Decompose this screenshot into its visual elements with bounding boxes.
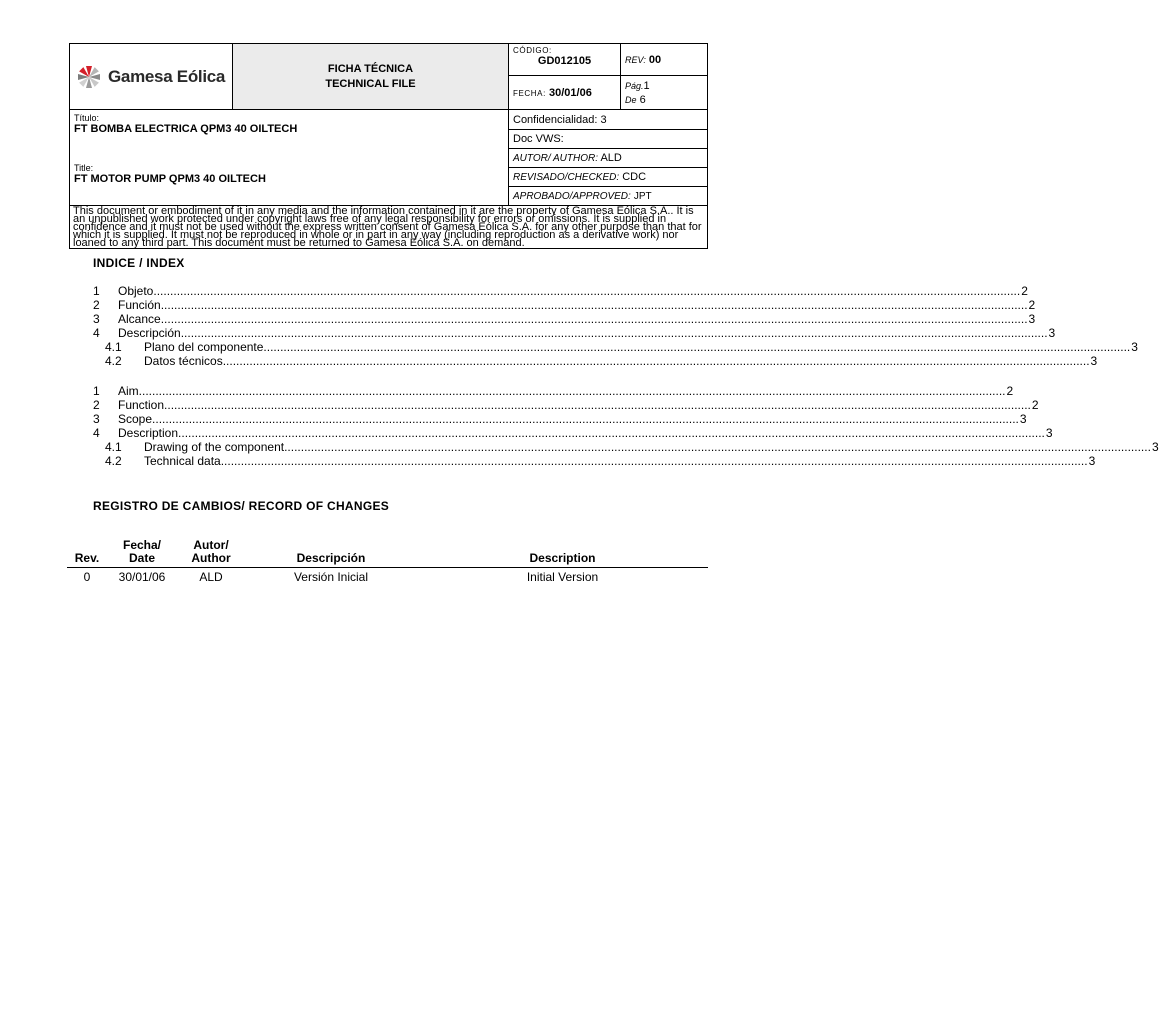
page-value: 1 [643, 79, 650, 92]
toc-entry-page: 3 [1028, 312, 1036, 326]
author-value: ALD [600, 152, 622, 164]
col-date-en: Date [128, 551, 155, 565]
date-value: 30/01/06 [549, 86, 592, 99]
row-date: 30/01/06 [118, 570, 166, 584]
checked-value: CDC [622, 171, 647, 183]
toc-entry-title: Descripción [118, 326, 181, 340]
row-rev: 0 [83, 570, 91, 584]
rev-cell [621, 44, 708, 76]
code-value: GD012105 [537, 55, 592, 67]
col-author-en: Author [191, 551, 231, 565]
author-label: AUTOR/ AUTHOR: [513, 153, 599, 164]
confidentiality-cell [509, 110, 708, 130]
col-desc-en: Description [417, 539, 708, 568]
company-name: Gamesa Eólica [108, 66, 226, 86]
toc-entry-page: 3 [1088, 454, 1096, 468]
toc-entry[interactable] [93, 454, 1096, 468]
toc-entry-page: 3 [1019, 412, 1027, 426]
toc-entry-number: 4.2 [105, 454, 122, 468]
toc-entry-number: 1 [93, 384, 100, 398]
toc-entry-title: Alcance [118, 312, 161, 326]
toc-entry-title: Technical data [144, 454, 221, 468]
doc-vws-cell [509, 130, 708, 149]
toc-entry-page: 2 [1006, 384, 1014, 398]
toc-entry-number: 3 [93, 312, 100, 326]
toc-entry-title: Función [118, 298, 161, 312]
approved-value: JPT [633, 191, 652, 202]
toc-dot-leader: .................................................................................................................................................................................................................................................................... [178, 426, 1045, 440]
title-en-label: Title: [74, 163, 94, 173]
toc-dot-leader: .................................................................................................................................................................................................................................................................... [220, 454, 1088, 468]
toc-entry-number: 1 [93, 284, 100, 298]
toc-entry-number: 3 [93, 412, 100, 426]
rev-label: REV: [625, 54, 646, 65]
toc-entry-title: Description [118, 426, 179, 440]
of-value: 6 [639, 93, 646, 106]
doc-type-en: TECHNICAL FILE [325, 77, 416, 90]
logo-cell [70, 44, 233, 110]
row-desc-en: Initial Version [526, 570, 599, 584]
author-cell [509, 149, 708, 168]
toc-dot-leader: .................................................................................................................................................................................................................................................................... [180, 326, 1048, 340]
toc-dot-leader: .................................................................................................................................................................................................................................................................... [164, 398, 1031, 412]
of-label: De [625, 94, 637, 105]
confidentiality-label: Confidencialidad: [513, 113, 598, 126]
toc-dot-leader: .................................................................................................................................................................................................................................................................... [160, 298, 1028, 312]
toc-entry-page: 2 [1031, 398, 1039, 412]
index-list-english [93, 384, 1159, 468]
checked-cell [509, 168, 708, 187]
toc-entry-title: Drawing of the component [144, 440, 285, 454]
toc-entry-page: 3 [1151, 440, 1159, 454]
date-label: FECHA: [513, 88, 546, 98]
toc-dot-leader: .................................................................................................................................................................................................................................................................... [222, 354, 1090, 368]
toc-entry[interactable] [93, 440, 1159, 454]
date-cell [509, 76, 621, 110]
toc-entry-page: 2 [1021, 284, 1028, 298]
row-desc-es: Versión Inicial [293, 570, 369, 584]
toc-entry[interactable] [93, 284, 1028, 298]
document-header [69, 43, 708, 249]
toc-entry-page: 3 [1090, 354, 1098, 368]
toc-entry-number: 4.2 [105, 354, 122, 368]
changes-heading: REGISTRO DE CAMBIOS/ RECORD OF CHANGES [93, 499, 390, 513]
rev-value: 00 [648, 53, 662, 66]
code-cell [509, 44, 621, 76]
doc-vws-label: Doc VWS: [513, 133, 564, 145]
toc-entry[interactable] [93, 326, 1056, 340]
toc-entry-title: Plano del componente [144, 340, 264, 354]
col-date [107, 539, 177, 568]
confidentiality-value: 3 [600, 113, 607, 126]
index-list-spanish [93, 284, 1138, 368]
toc-entry[interactable] [93, 354, 1098, 368]
toc-entry-title: Objeto [118, 284, 154, 298]
toc-entry-number: 2 [93, 298, 100, 312]
toc-dot-leader: .................................................................................................................................................................................................................................................................... [152, 412, 1019, 426]
toc-entry-number: 4 [93, 326, 100, 340]
approved-label: APROBADO/APPROVED: [513, 191, 631, 202]
title-block [70, 110, 509, 206]
toc-entry-number: 4 [93, 426, 100, 440]
toc-dot-leader: .................................................................................................................................................................................................................................................................... [160, 312, 1028, 326]
table-row [67, 568, 708, 585]
col-rev: Rev. [67, 539, 107, 568]
page-cell [621, 76, 708, 110]
toc-dot-leader: .................................................................................................................................................................................................................................................................... [284, 440, 1151, 454]
toc-entry-title: Aim [118, 384, 139, 398]
toc-dot-leader: .................................................................................................................................................................................................................................................................... [263, 340, 1131, 354]
col-author [177, 539, 245, 568]
document-type-cell [233, 44, 509, 110]
toc-entry-page: 2 [1028, 298, 1036, 312]
col-date-es: Fecha/ [122, 538, 161, 552]
toc-entry[interactable] [93, 426, 1053, 440]
legal-notice: This document or embodiment of it in any media and the information contained in it are the property of Gamesa Eólica S.A.. It is an unpublished work protected under copyright laws free of any legal responsibility for errors or omissions. It is supplied in confidence and it must not be used without the express written consent of Gamesa Eólica S.A. for any other purpose than that for which it is supplied. It must not be reproduced in whole or in part in any way (including reproduction as a derivative work) nor loaned to any third part. This document must be returned to Gamesa Eólica S.A. on demand. [70, 206, 708, 249]
toc-entry-number: 4.1 [105, 440, 122, 454]
approved-cell [509, 187, 708, 206]
toc-dot-leader: .................................................................................................................................................................................................................................................................... [153, 284, 1021, 298]
toc-entry-page: 3 [1048, 326, 1056, 340]
col-author-es: Autor/ [193, 538, 229, 552]
toc-entry-title: Datos técnicos [144, 354, 223, 368]
checked-label: REVISADO/CHECKED: [513, 172, 620, 183]
toc-entry[interactable] [93, 312, 1036, 326]
row-author: ALD [199, 570, 223, 584]
toc-entry[interactable] [93, 298, 1036, 312]
toc-entry[interactable] [93, 398, 1039, 412]
doc-type-es: FICHA TÉCNICA [327, 62, 414, 75]
toc-entry-page: 3 [1045, 426, 1053, 440]
code-label: CÓDIGO: [513, 46, 552, 55]
col-desc-es: Descripción [245, 539, 417, 568]
toc-entry[interactable] [93, 384, 1014, 398]
gamesa-pinwheel-logo-icon [76, 64, 102, 90]
toc-entry[interactable] [93, 412, 1027, 426]
toc-entry-title: Scope [118, 412, 153, 426]
title-en: FT MOTOR PUMP QPM3 40 OILTECH [74, 173, 266, 185]
toc-dot-leader: .................................................................................................................................................................................................................................................................... [138, 384, 1006, 398]
toc-entry-number: 2 [93, 398, 100, 412]
title-es: FT BOMBA ELECTRICA QPM3 40 OILTECH [74, 123, 298, 135]
changes-table [67, 539, 708, 584]
title-es-label: Título: [74, 113, 100, 123]
index-heading: INDICE / INDEX [93, 256, 185, 270]
page-label: Pág. [625, 80, 644, 91]
toc-entry-number: 4.1 [105, 340, 122, 354]
toc-entry-page: 3 [1131, 340, 1138, 354]
company-logo [74, 64, 228, 90]
toc-entry-title: Function [118, 398, 165, 412]
toc-entry[interactable] [93, 340, 1138, 354]
